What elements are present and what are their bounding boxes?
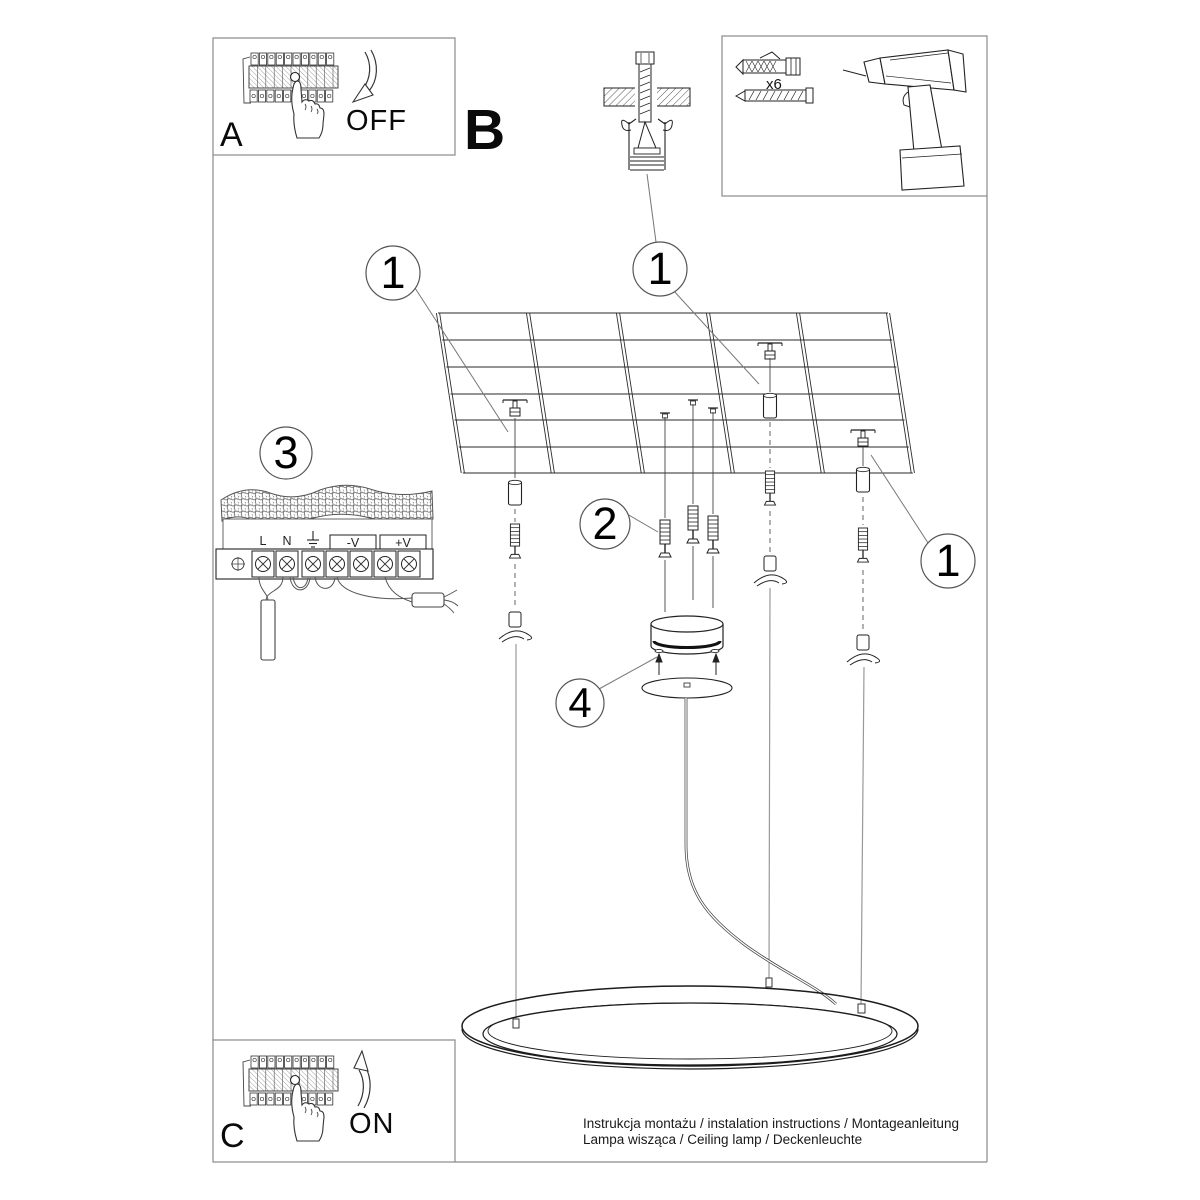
canopy-assembly [642,404,836,1004]
suspension-wire [769,588,770,980]
terminal-blocks [252,551,420,577]
ring-lamp [462,986,918,1069]
canopy-screw-arrows [656,654,719,675]
section-b-anchor-detail [604,52,690,242]
suspension-column-right [847,447,880,1013]
psu-wires [259,577,412,602]
section-a-label: A [220,116,243,154]
callout-3: 3 [273,427,299,478]
callout-4: 4 [568,679,592,726]
power-cable [686,698,836,1004]
tools-content [736,50,966,190]
psu-wiring-diagram [216,485,458,660]
psu-vent-grille [221,485,433,523]
callout-2: 2 [592,498,618,549]
section-b-label: B [464,98,506,162]
ring-attachment-nub [858,1004,865,1013]
terminal-label-l: L [259,534,267,548]
callout-1c: 1 [935,535,961,586]
terminal-label-n: N [282,534,292,548]
canopy-cover-disc [642,678,732,698]
suspension-wire [861,667,864,1006]
callout-1b: 1 [647,243,673,294]
terminal-label-negv: -V [346,536,360,550]
drill-icon [843,50,966,190]
callout-1a: 1 [380,247,406,298]
leader-line [647,174,656,242]
footer-line-2: Lampa wisząca / Ceiling lamp / Deckenleuchte [583,1132,863,1147]
ceiling-grid [436,313,914,473]
ceiling-canopy [651,616,723,654]
section-c-label: C [220,1117,245,1155]
ring-attachment-nub [513,1019,519,1028]
on-arrowhead [354,1051,368,1071]
wall-plug-icon [736,52,800,75]
suspension-column-middle [754,358,787,987]
on-label: ON [349,1108,395,1140]
suspension-column-left [499,418,532,1028]
footer-line-1: Instrukcja montażu / instalation instructions / Montageanleitung [583,1116,959,1131]
mains-cable-sheath [261,600,275,660]
dowel-quantity-label: x6 [766,76,782,93]
off-label: OFF [346,105,407,137]
terminal-label-posv: +V [395,536,411,550]
ring-attachment-nub [766,978,772,987]
page-frame [213,36,987,1162]
output-cable [412,593,444,607]
anchor-screw-head [636,52,654,64]
off-arrowhead [353,84,373,102]
on-arrow-icon [364,1066,370,1108]
canopy-screw-pins [660,400,718,418]
